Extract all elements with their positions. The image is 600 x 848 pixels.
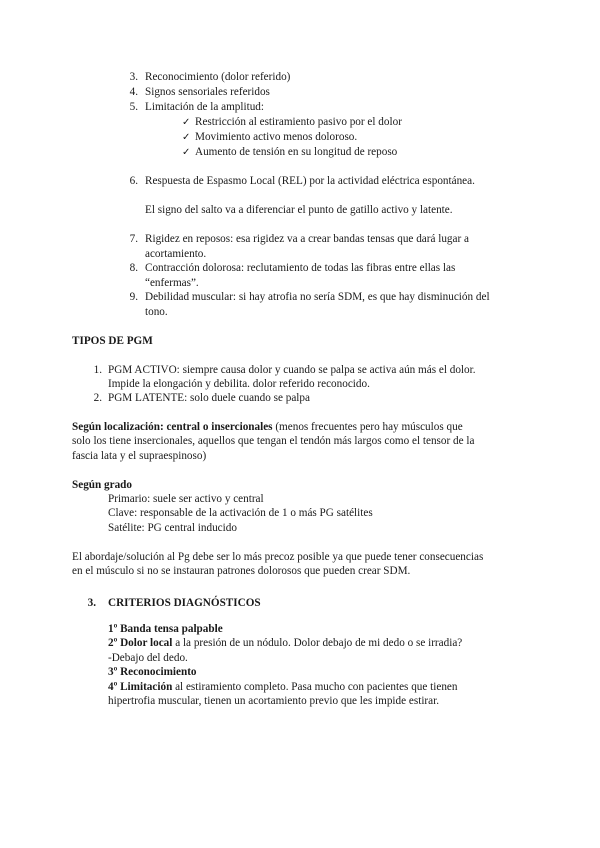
criterion-text: al estiramiento completo. Pasa mucho con pacientes que tienen [172, 681, 458, 693]
list-text: Debilidad muscular: si hay atrofia no sería SDM, es que hay disminución del [145, 291, 490, 303]
check-item: ✓ Aumento de tensión en su longitud de reposo [195, 145, 397, 160]
check-item: ✓ Restricción al estiramiento pasivo por el dolor [195, 115, 402, 130]
paragraph-text: en el músculo si no se instauran patrones dolorosos que pueden crear SDM. [72, 565, 411, 577]
bold-lead: 2º Dolor local [108, 637, 173, 649]
list-text: Respuesta de Espasmo Local (REL) por la actividad eléctrica espontánea. [145, 175, 475, 187]
list-text: PGM LATENTE: solo duele cuando se palpa [108, 392, 310, 404]
paragraph-text: El abordaje/solución al Pg debe ser lo más precoz posible ya que puede tener consecuencias [72, 551, 484, 563]
list-number: 6. [129, 175, 138, 187]
list-text: Signos sensoriales referidos [145, 86, 270, 98]
list-number: 9. [129, 291, 138, 303]
paragraph-text: fascia lata y el supraespinoso) [72, 450, 207, 462]
paragraph-text: (menos frecuentes pero hay músculos que [272, 421, 463, 433]
criterion: 3º Reconocimiento [108, 666, 197, 678]
grado-item: Clave: responsable de la activación de 1 o más PG satélites [108, 507, 373, 519]
criterion-text: a la presión de un nódulo. Dolor debajo de mi dedo o se irradia? [172, 637, 463, 649]
list-text-cont: Impide la elongación y debilita. dolor referido reconocido. [108, 378, 370, 390]
section-heading: TIPOS DE PGM [72, 335, 153, 347]
list-text-cont: acortamiento. [145, 248, 207, 260]
subheading-grado: Según grado [72, 479, 132, 491]
list-text: Limitación de la amplitud: [145, 101, 264, 113]
list-number: 3. [129, 71, 138, 83]
list-number: 4. [129, 86, 138, 98]
list-text: Contracción dolorosa: reclutamiento de todas las fibras entre ellas las [145, 262, 456, 274]
list-number: 3. [87, 597, 96, 609]
section-heading: CRITERIOS DIAGNÓSTICOS [108, 597, 261, 609]
list-text: Reconocimiento (dolor referido) [145, 71, 291, 83]
paragraph-localizacion [72, 420, 463, 435]
list-number: 1. [93, 364, 102, 376]
check-item: ✓ Movimiento activo menos doloroso. [195, 130, 357, 145]
criterion-text: -Debajo del dedo. [108, 652, 188, 664]
paragraph: El signo del salto va a diferenciar el punto de gatillo activo y latente. [145, 204, 453, 216]
bold-lead: 4º Limitación [108, 681, 173, 693]
bold-lead: Según localización: central o insercionales [72, 421, 273, 433]
grado-item: Satélite: PG central inducido [108, 522, 237, 534]
list-number: 7. [129, 233, 138, 245]
criterion: 1º Banda tensa palpable [108, 623, 223, 635]
criterion [108, 636, 462, 651]
criterion [108, 680, 458, 695]
paragraph-text: solo los tiene insercionales, aquellos que tengan el tendón más largos como el tensor de la [72, 435, 475, 447]
list-number: 5. [129, 101, 138, 113]
grado-item: Primario: suele ser activo y central [108, 493, 264, 505]
list-text: Rigidez en reposos: esa rigidez va a crear bandas tensas que dará lugar a [145, 233, 469, 245]
list-number: 2. [93, 392, 102, 404]
list-text-cont: “enfermas”. [145, 277, 199, 289]
list-number: 8. [129, 262, 138, 274]
list-text: PGM ACTIVO: siempre causa dolor y cuando se palpa se activa aún más el dolor. [108, 364, 476, 376]
list-text-cont: tono. [145, 306, 168, 318]
criterion-text: hipertrofia muscular, tienen un acortamiento previo que les impide estirar. [108, 695, 440, 707]
